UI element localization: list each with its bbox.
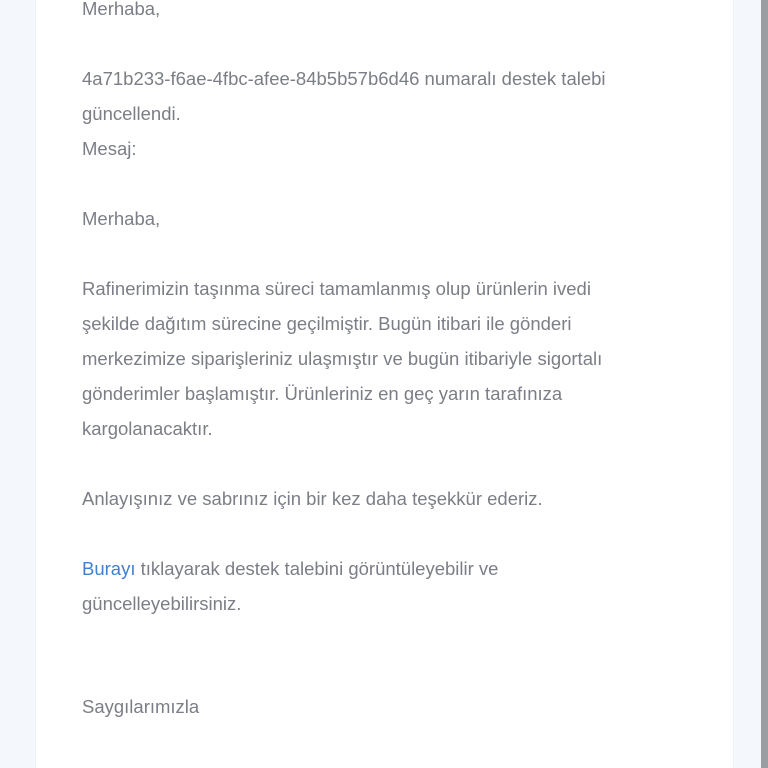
ticket-line: güncellendi.: [82, 103, 181, 124]
message-label: Mesaj:: [82, 138, 137, 159]
paragraph-line: merkezimize siparişleriniz ulaşmıştır ve bugün itibariyle sigortalı: [82, 348, 603, 369]
thanks-text: Anlayışınız ve sabrınız için bir kez daha teşekkür ederiz.: [82, 488, 543, 509]
view-ticket-link[interactable]: Burayı: [82, 558, 136, 579]
link-line: [82, 551, 682, 586]
scrollbar-track[interactable]: [760, 0, 768, 768]
link-line-continued: güncelleyebilirsiniz.: [82, 593, 242, 614]
email-body: [82, 0, 682, 724]
signoff: Saygılarımızla: [82, 696, 200, 717]
link-rest-text: tıklayarak destek talebini görüntüleyebilir ve: [135, 558, 499, 579]
paragraph-line: kargolanacaktır.: [82, 418, 213, 439]
paragraph-line: şekilde dağıtım sürecine geçilmiştir. Bugün itibari ile gönderi: [82, 313, 572, 334]
paragraph-line: Rafinerimizin taşınma süreci tamamlanmış olup ürünlerin ivedi: [82, 278, 591, 299]
ticket-line: 4a71b233-f6ae-4fbc-afee-84b5b57b6d46 numaralı destek talebi: [82, 68, 606, 89]
greeting: Merhaba,: [82, 0, 161, 19]
paragraph-line: gönderimler başlamıştır. Ürünleriniz en geç yarın tarafınıza: [82, 383, 563, 404]
scrollbar-thumb[interactable]: [761, 0, 768, 768]
inner-greeting: Merhaba,: [82, 208, 161, 229]
